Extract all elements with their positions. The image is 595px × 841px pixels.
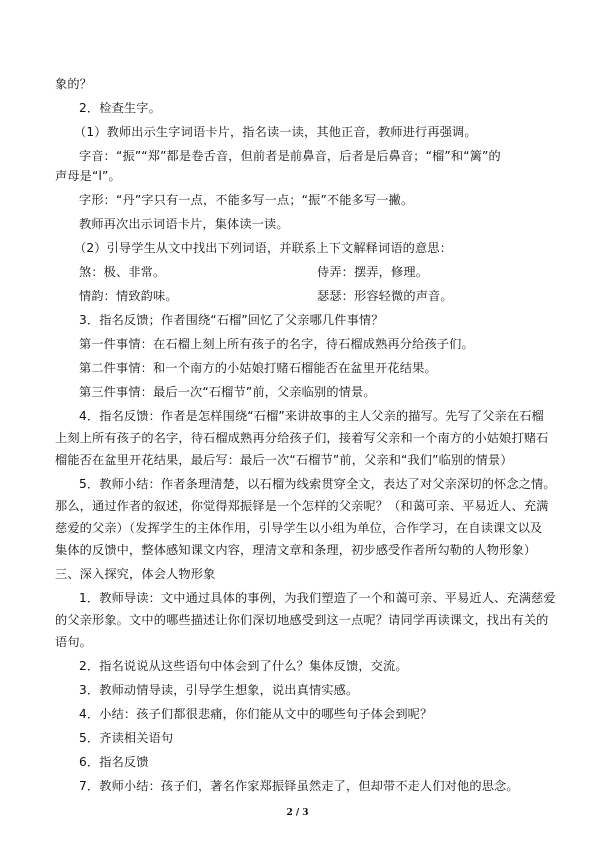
text-line: 5．齐读相关语句 [79, 731, 174, 745]
text-line: 声母是“l”。 [55, 169, 121, 183]
text-line: 3．教师动情导读，引导学生想象，说出真情实感。 [79, 683, 359, 697]
text-line: 慈爱的父亲）（发挥学生的主体作用，引导学生以小组为单位，合作学习，在自读课文以及 [55, 521, 543, 535]
text-line: 3．指名反馈；作者围绕“石榴”回忆了父亲哪几件事情？ [79, 313, 384, 327]
text-line: 2．检查生字。 [79, 101, 161, 115]
section-heading: 三、深入探究，体会人物形象 [55, 567, 216, 581]
text-line: （1）教师出示生字词语卡片，指名读一读，其他正音，教师进行再强调。 [74, 125, 477, 139]
text-line: 瑟瑟：形容轻微的声音。 [317, 289, 453, 303]
text-line: 集体的反馈中，整体感知课文内容，理清文章和条理，初步感受作者所勾勒的人物形象） [55, 543, 537, 557]
text-line: 的父亲形象。文中的哪些描述让你们深切地感受到这一点呢？请同学再读课文，找出有关的 [55, 613, 549, 627]
text-line: 第三件事情：最后一次“石榴节”前，父亲临别的情景。 [79, 385, 376, 399]
text-line: 第一件事情：在石榴上刻上所有孩子的名字，待石榴成熟再分给孩子们。 [79, 337, 474, 351]
text-line: 情韵：情致韵味。 [79, 289, 178, 303]
text-line: 6．指名反馈 [79, 755, 149, 769]
text-line: 煞：极、非常。 [79, 265, 166, 279]
text-line: 上刻上所有孩子的名字，待石榴成熟再分给孩子们，接着写父亲和一个南方的小姑娘打赌石 [55, 431, 549, 445]
text-line: 侍弄：摆弄，修理。 [317, 265, 429, 279]
page-number: 2 / 3 [286, 808, 309, 818]
text-line: 4．小结：孩子们都很悲痛，你们能从文中的哪些句子体会到呢？ [79, 707, 433, 721]
text-line: 2．指名说说从这些语句中体会到了什么？集体反馈，交流。 [79, 659, 408, 673]
text-line: 第二件事情：和一个南方的小姑娘打赌石榴能否在盆里开花结果。 [79, 361, 437, 375]
text-line: 榴能否在盆里开花结果，最后写：最后一次“石榴节”前，父亲和“我们”临别的情景） [55, 453, 513, 467]
text-line: 5．教师小结：作者条理清楚，以石榴为线索贯穿全文，表达了对父亲深切的怀念之情。 [79, 477, 556, 491]
text-line: （2）引导学生从文中找出下列词语，并联系上下文解释词语的意思： [74, 241, 453, 255]
text-line: 象的？ [55, 77, 93, 91]
text-line: 语句。 [55, 635, 93, 649]
text-line: 7．教师小结：孩子们，著名作家郑振铎虽然走了，但却带不走人们对他的思念。 [79, 779, 519, 793]
text-line: 字形：“丹”字只有一点，不能多写一点；“振”不能多写一撇。 [79, 193, 414, 207]
text-line: 4．指名反馈：作者是怎样围绕“石榴”来讲故事的主人父亲的描写。先写了父亲在石榴 [79, 409, 544, 423]
text-line: 那么，通过作者的叙述，你觉得郑振铎是一个怎样的父亲呢？（和蔼可亲、平易近人、充满 [55, 499, 549, 513]
text-line: 1．教师导读：文中通过具体的事例，为我们塑造了一个和蔼可亲、平易近人、充满慈爱 [79, 591, 556, 605]
text-line: 字音：“振”“郑”都是卷舌音，但前者是前鼻音，后者是后鼻音；“榴”和“篱”的 [79, 149, 501, 163]
text-line: 教师再次出示词语卡片，集体读一读。 [79, 217, 289, 231]
